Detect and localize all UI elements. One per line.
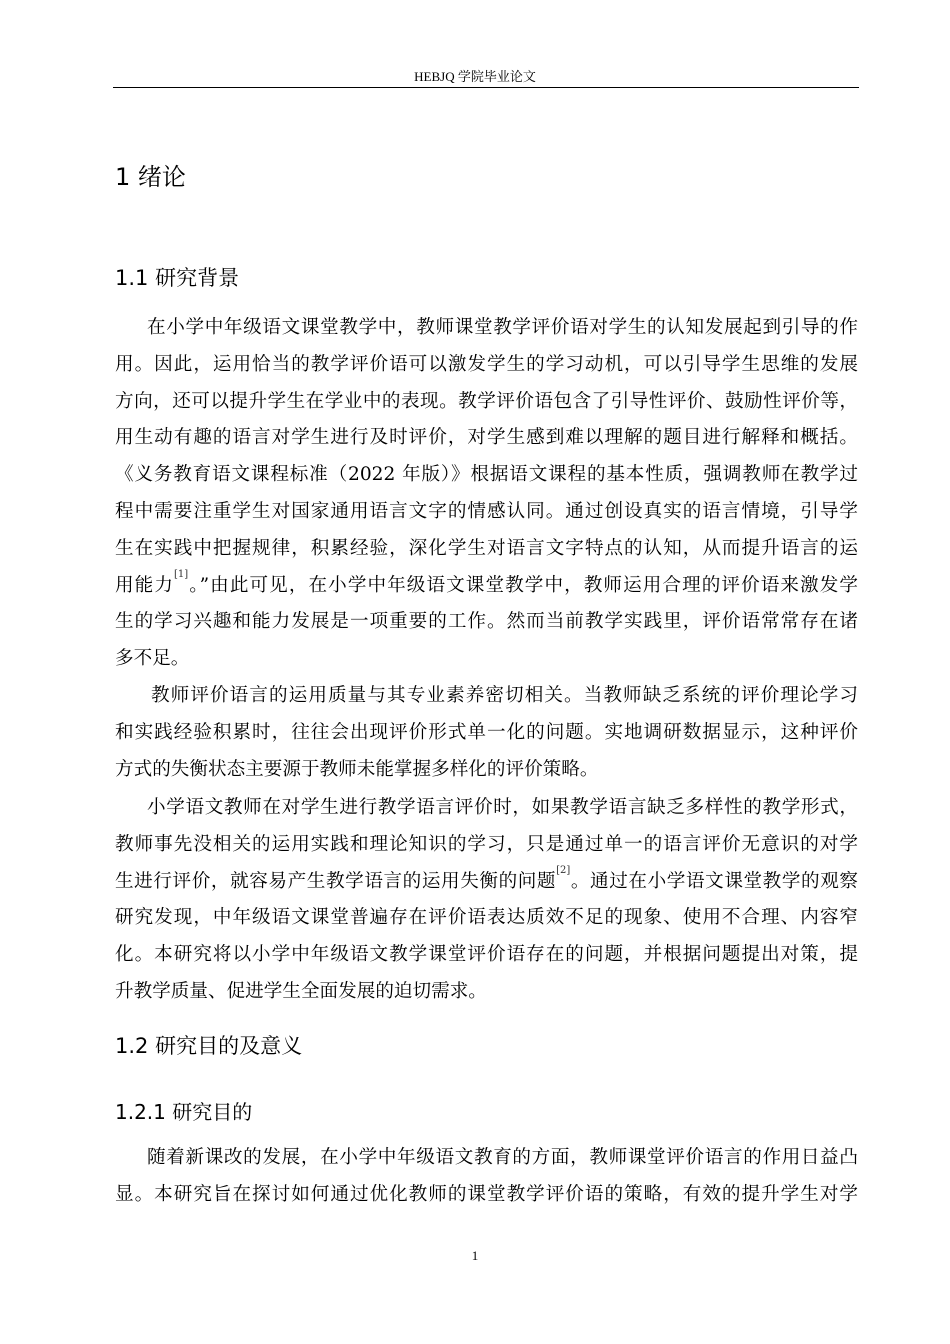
text-line: 教师评价语言的运用质量与其专业素养密切相关。当教师缺乏系统的评价理论学习: [151, 685, 858, 706]
section-heading-1-2-1: 1.2.1 研究目的: [115, 1100, 253, 1124]
text-line: 研究发现，中年级语文课堂普遍存在评价语表达质效不足的现象、使用不合理、内容窄: [115, 907, 858, 929]
chapter-title: 1 绪论: [115, 163, 186, 191]
text-line: 用。因此，运用恰当的教学评价语可以激发学生的学习动机，可以引导学生思维的发展: [115, 353, 858, 375]
header-divider: [113, 87, 859, 88]
text-line: 小学语文教师在对学生进行教学语言评价时，如果教学语言缺乏多样性的教学形式，: [147, 797, 858, 818]
text-line: 生进行评价，就容易产生教学语言的运用失衡的问题[2]。通过在小学语文课堂教学的观察: [115, 864, 858, 892]
running-header: HEBJQ 学院毕业论文: [414, 69, 536, 84]
text-line: 用能力[1]。”由此可见，在小学中年级语文课堂教学中，教师运用合理的评价语来激发学: [115, 568, 858, 596]
text-line: 随着新课改的发展，在小学中年级语文教育的方面，教师课堂评价语言的作用日益凸: [147, 1147, 858, 1168]
page-number: 1: [471, 1248, 479, 1263]
paragraph: [115, 678, 858, 788]
text-line: 程中需要注重学生对国家通用语言文字的情感认同。通过创设真实的语言情境，引导学: [115, 500, 858, 522]
paragraph: [115, 790, 858, 1011]
text-line: 在小学中年级语文课堂教学中，教师课堂教学评价语对学生的认知发展起到引导的作: [147, 317, 858, 338]
section-heading-1-1: 1.1 研究背景: [115, 266, 240, 290]
citation-ref[interactable]: [1]: [174, 568, 189, 580]
text-line: 显。本研究旨在探讨如何通过优化教师的课堂教学评价语的策略，有效的提升学生对学: [115, 1183, 858, 1205]
citation-ref[interactable]: [2]: [556, 864, 571, 876]
text-line: 升教学质量、促进学生全面发展的迫切需求。: [115, 980, 487, 1002]
text-line: 多不足。: [115, 648, 190, 670]
paragraph: [115, 310, 858, 678]
text-line: 用生动有趣的语言对学生进行及时评价，对学生感到难以理解的题目进行解释和概括。: [115, 427, 858, 449]
text-line: 教师事先没相关的运用实践和理论知识的学习，只是通过单一的语言评价无意识的对学: [115, 833, 858, 855]
text-line: 化。本研究将以小学中年级语文教学课堂评价语存在的问题，并根据问题提出对策，提: [115, 944, 858, 966]
text-line: 方式的失衡状态主要源于教师未能掌握多样化的评价策略。: [115, 758, 599, 780]
paragraph: [115, 1140, 858, 1214]
text-line: 《义务教育语文课程标准（2022 年版）》根据语文课程的基本性质，强调教师在教学过: [115, 464, 858, 486]
text-line: 和实践经验积累时，往往会出现评价形式单一化的问题。实地调研数据显示，这种评价: [115, 721, 858, 743]
text-line: 方向，还可以提升学生在学业中的表现。教学评价语包含了引导性评价、鼓励性评价等，: [115, 390, 858, 412]
text-line: 生在实践中把握规律，积累经验，深化学生对语言文字特点的认知，从而提升语言的运: [115, 537, 858, 559]
section-heading-1-2: 1.2 研究目的及意义: [115, 1034, 303, 1058]
text-line: 生的学习兴趣和能力发展是一项重要的工作。然而当前教学实践里，评价语常常存在诸: [115, 611, 858, 633]
